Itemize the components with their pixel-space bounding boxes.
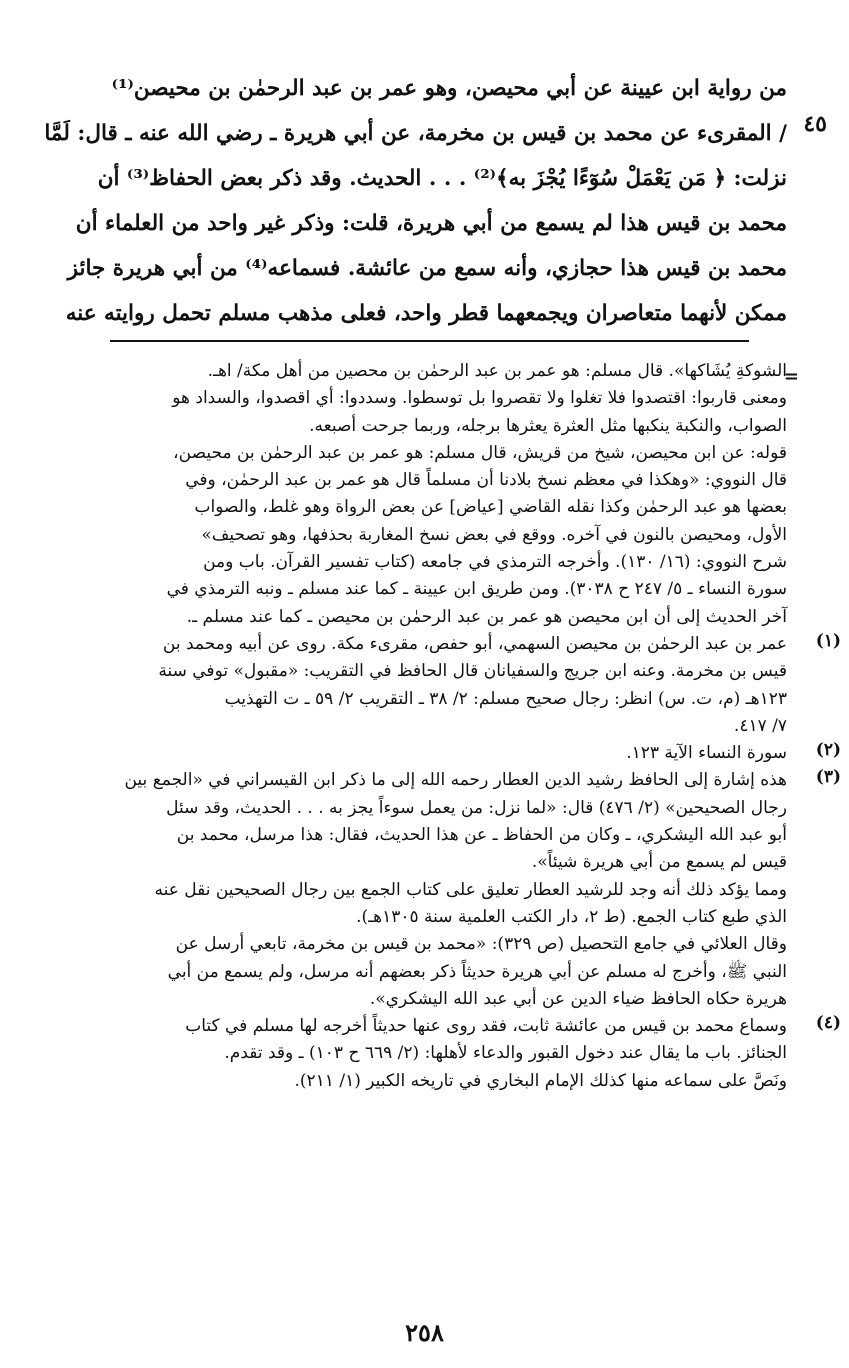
footnote-continuation	[87, 358, 787, 631]
footnote-line: سورة النساء الآية ١٢٣.	[626, 743, 787, 764]
footnote-line: ونَصَّ على سماعه منها كذلك الإمام البخاري في تاريخه الكبير (١/ ٢١١).	[294, 1070, 787, 1091]
footnote-line: ١٢٣هـ (م، ت. س) انظر: رجال صحيح مسلم: ٢/ ٣٨ ـ التقريب ٢/ ٥٩ ـ ت التهذيب	[224, 688, 787, 709]
footnote-4	[87, 1013, 841, 1095]
main-line: / المقرىء عن محمد بن قيس بن مخرمة، عن أبي هريرة ـ رضي الله عنه ـ قال: لَمَّا	[44, 121, 787, 146]
footnotes	[87, 358, 841, 1095]
footnote-line: سورة النساء ـ ٥/ ٢٤٧ ح ٣٠٣٨). ومن طريق ابن عيينة ـ كما عند مسلم ـ ونبه الترمذي في	[166, 579, 787, 600]
footnote-line: الصواب، والنكبة ينكبها مثل العثرة يعثرها برجله، وربما جرحت أصبعه.	[309, 415, 787, 436]
main-line: محمد بن قيس هذا لم يسمع من أبي هريرة، قلت: وذكر غير واحد من العلماء أن	[75, 211, 787, 236]
footnote-line: ومعنى قاربوا: اقتصدوا فلا تغلوا ولا تقصروا بل توسطوا. وسددوا: أي اقصدوا، والسداد هو	[172, 388, 787, 409]
footnote-line: شرح النووي: (١٦/ ١٣٠). وأخرجه الترمذي في جامعه (كتاب تفسير القرآن. باب ومن	[203, 552, 787, 573]
footnote-line: ٧/ ٤١٧.	[733, 715, 787, 736]
footnote-line: أبو عبد الله اليشكري، ـ وكان من الحفاظ ـ عن هذا الحديث، فقال: هذا مرسل، محمد بن	[176, 825, 787, 846]
footnote-number: (٤)	[815, 1013, 841, 1034]
footnote-line: الشوكةِ يُشَاكها». قال مسلم: هو عمر بن عبد الرحمٰن بن محصين من أهل مكة/ اهـ.	[207, 361, 787, 381]
footnote-line: رجال الصحيحين» (٢/ ٤٧٦) قال: «لما نزل: من يعمل سوءاً يجز به . . . الحديث، وقد سئل	[166, 797, 787, 818]
page-number: ٢٥٨	[405, 1318, 444, 1347]
footnote-line: وقال العلائي في جامع التحصيل (ص ٣٢٩): «محمد بن قيس بن مخرمة، تابعي أرسل عن	[175, 934, 787, 955]
margin-number: ٤٥	[803, 111, 827, 137]
footnote-number: (٢)	[815, 740, 841, 761]
footnote-line: قال النووي: «وهكذا في معظم نسخ بلادنا أن مسلماً قال هو عمر بن عبد الرحمٰن، وفي	[185, 470, 787, 491]
footnote-line: ومما يؤكد ذلك أنه وجد للرشيد العطار تعليق على كتاب الجمع بين رجال الصحيحين نقل عنه	[154, 879, 787, 900]
footnote-line: قيس لم يسمع من أبي هريرة شيئاً».	[531, 852, 787, 873]
footnote-line: هريرة حكاه الحافظ ضياء الدين عن أبي عبد الله اليشكري».	[369, 988, 787, 1009]
footnote-number: (١)	[815, 630, 841, 651]
footnote-2	[87, 740, 841, 767]
footnote-line: قوله: عن ابن محيصن، شيخ من قريش، قال مسلم: هو عمر بن عبد الرحمٰن بن محيصن،	[173, 442, 787, 463]
main-line: من رواية ابن عيينة عن أبي محيصن، وهو عمر بن عبد الرحمٰن بن محيصن⁽¹⁾	[111, 76, 787, 101]
footnote-line: الأول، ومحيصن بالنون في آخره. ووقع في بعض نسخ المغاربة بحذفها، وهو تصحيف»	[201, 524, 787, 545]
footnote-line: آخر الحديث إلى أن ابن محيصن هو عمر بن عبد الرحمٰن بن محيصن ـ كما عند مسلم ـ.	[186, 606, 787, 627]
footnote-line: عمر بن عبد الرحمٰن بن محيصن السهمي، أبو حفص، مقرىء مكة. روى عن أبيه ومحمد بن	[162, 633, 787, 654]
footnote-line: وسماع محمد بن قيس من عائشة ثابت، فقد روى عنها حديثاً أخرجه لها مسلم في كتاب	[185, 1016, 787, 1037]
footnote-line: هذه إشارة إلى الحافظ رشيد الدين العطار رحمه الله إلى ما ذكر ابن القيسراني في «الجمع بين	[124, 770, 787, 791]
footnote-line: النبي ﷺ، وأخرج له مسلم عن أبي هريرة حديثاً ذكر بعضهم أنه مرسل، ولم يسمع من أبي	[167, 961, 787, 982]
footnote-separator	[110, 340, 749, 342]
footnote-line: الجنائز. باب ما يقال عند دخول القبور والدعاء لأهلها: (٢/ ٦٦٩ ح ١٠٣) ـ وقد تقدم.	[224, 1043, 787, 1064]
footnote-number: (٣)	[815, 767, 841, 788]
footnote-3	[87, 767, 841, 1013]
footnote-line: قيس بن مخرمة. وعنه ابن جريج والسفيانان قال الحافظ في التقريب: «مقبول» توفي سنة	[158, 661, 787, 682]
footnote-line: الذي طبع كتاب الجمع. (ط ٢، دار الكتب العلمية سنة ١٣٠٥هـ).	[356, 906, 787, 927]
footnote-line: بعضها هو عبد الرحمٰن وكذا نقله القاضي [عياض] عن بعض الرواة وهو غلط، والصواب	[194, 497, 787, 518]
main-line: ممكن لأنهما متعاصران ويجمعهما قطر واحد، فعلى مذهب مسلم تحمل روايته عنه	[65, 301, 787, 326]
main-text	[44, 66, 787, 336]
footnote-1	[87, 630, 841, 740]
footnote-continuation-mark: =	[783, 366, 799, 387]
main-line: محمد بن قيس هذا حجازي، وأنه سمع من عائشة. فسماعه⁽⁴⁾ من أبي هريرة جائز	[67, 256, 787, 281]
main-line: نزلت: ﴿ مَن يَعْمَلْ سُوٓءًا يُجْزَ به﴾⁽²⁾ . . . الحديث. وقد ذكر بعض الحفاظ⁽³⁾ أن	[97, 166, 787, 191]
